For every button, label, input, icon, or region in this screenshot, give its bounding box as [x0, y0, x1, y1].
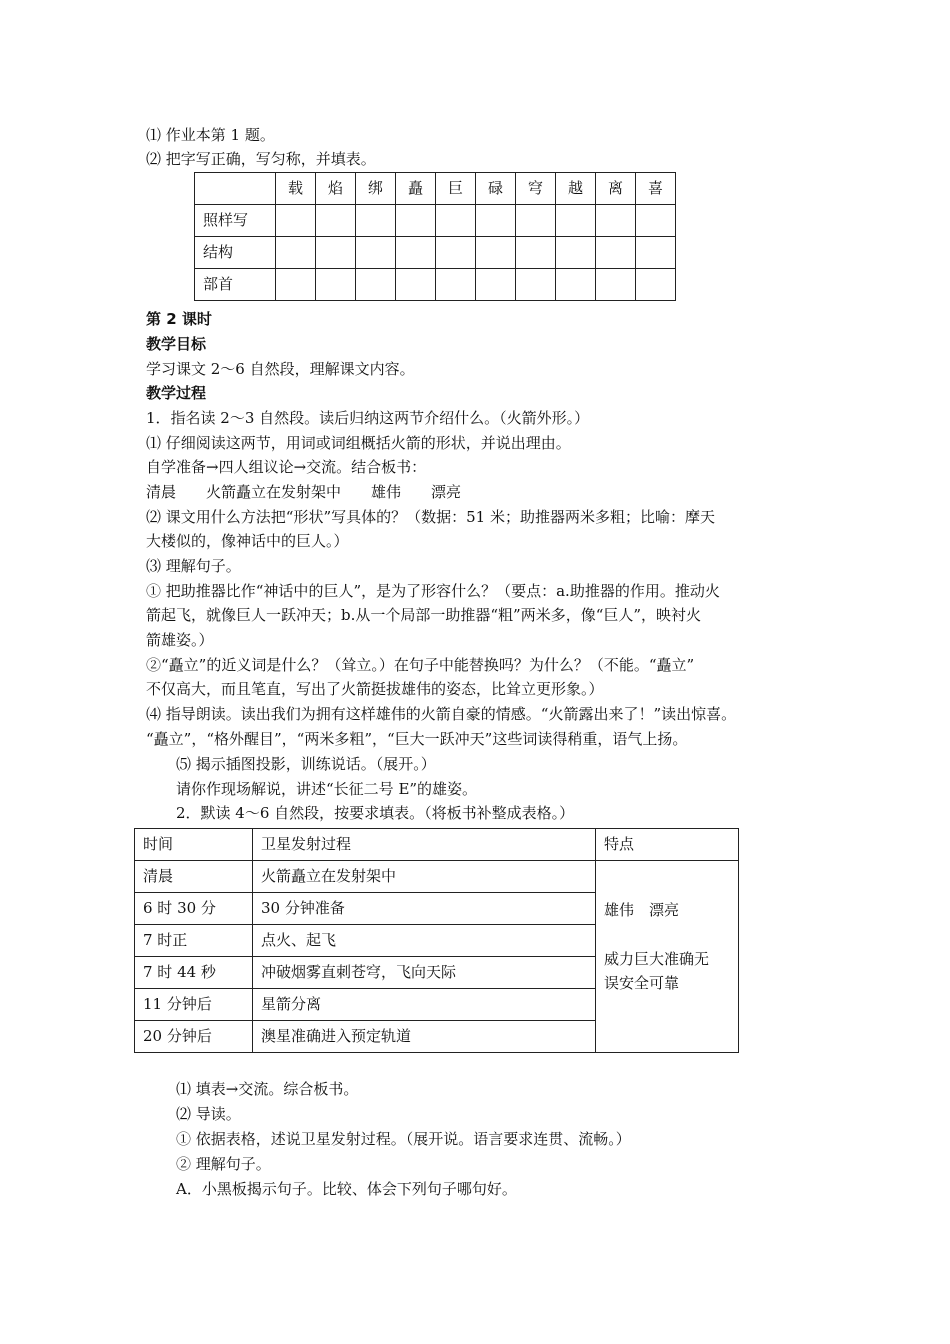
table-row-header: 结构	[195, 237, 276, 269]
feature-2b: 误安全可靠	[604, 974, 680, 992]
character-table	[194, 172, 676, 301]
table-cell: 碌	[476, 173, 516, 205]
homework-line-2: ⑵ 把字写正确，写匀称，并填表。	[146, 150, 376, 168]
bottom-line: ② 理解句子。	[176, 1155, 271, 1173]
table-cell: 澳星准确进入预定轨道	[253, 1021, 596, 1053]
body-line: ⑴ 仔细阅读这两节，用词或词组概括火箭的形状，并说出理由。	[146, 434, 571, 452]
table-row	[195, 173, 676, 205]
table-row	[195, 237, 676, 269]
bottom-line: A．小黑板揭示句子。比较、体会下列句子哪句好。	[176, 1180, 517, 1198]
homework-line-1: ⑴ 作业本第 1 题。	[146, 126, 275, 144]
bottom-line: ① 依据表格，述说卫星发射过程。（展开说。语言要求连贯、流畅。）	[176, 1130, 631, 1148]
table-cell: 巨	[436, 173, 476, 205]
lesson-title: 第 2 课时	[146, 310, 212, 328]
launch-process-table	[134, 828, 739, 1053]
table-cell: 点火、起飞	[253, 925, 596, 957]
body-line: ⑷ 指导朗读。读出我们为拥有这样雄伟的火箭自豪的情感。“火箭露出来了！”读出惊喜。	[146, 705, 737, 723]
table-header: 时间	[135, 829, 253, 861]
table-cell: 7 时正	[135, 925, 253, 957]
body-line: ⑵ 课文用什么方法把“形状”写具体的？（数据：51 米；助推器两米多粗；比喻：摩天	[146, 508, 715, 526]
table-cell: 火箭矗立在发射架中	[253, 861, 596, 893]
table-cell: 穹	[516, 173, 556, 205]
feature-2a: 威力巨大准确无	[604, 950, 710, 968]
table-row-header: 部首	[195, 269, 276, 301]
body-line: ⑸ 揭示插图投影，训练说话。（展开。）	[176, 755, 436, 773]
table-cell: 离	[596, 173, 636, 205]
body-line: 箭雄姿。）	[146, 631, 214, 649]
table-header: 特点	[596, 829, 739, 861]
table-cell: 11 分钟后	[135, 989, 253, 1021]
table-cell: 焰	[316, 173, 356, 205]
table-cell: 矗	[396, 173, 436, 205]
bottom-line: ⑴ 填表→交流。综合板书。	[176, 1080, 359, 1098]
table-cell: 20 分钟后	[135, 1021, 253, 1053]
table-cell: 冲破烟雾直刺苍穹，飞向天际	[253, 957, 596, 989]
table-cell: 喜	[636, 173, 676, 205]
bottom-line: ⑵ 导读。	[176, 1105, 241, 1123]
table-cell: 越	[556, 173, 596, 205]
body-line: ⑶ 理解句子。	[146, 557, 241, 575]
table-cell: 清晨	[135, 861, 253, 893]
body-line: 请你作现场解说，讲述“长征二号 E”的雄姿。	[176, 780, 478, 798]
table-cell: 6 时 30 分	[135, 893, 253, 925]
body-line: 不仅高大，而且笔直，写出了火箭挺拔雄伟的姿态，比耸立更形象。）	[146, 680, 604, 698]
table-cell: 载	[276, 173, 316, 205]
goal-text: 学习课文 2～6 自然段，理解课文内容。	[146, 360, 415, 378]
body-line: 2．默读 4～6 自然段，按要求填表。（将板书补整成表格。）	[176, 804, 575, 822]
table-cell: 星箭分离	[253, 989, 596, 1021]
body-line: 清晨 火箭矗立在发射架中 雄伟 漂亮	[146, 483, 462, 501]
table-row	[195, 269, 676, 301]
goal-heading: 教学目标	[146, 335, 207, 353]
feature-1: 雄伟 漂亮	[604, 901, 680, 919]
body-line: “矗立”，“格外醒目”，“两米多粗”，“巨大一跃冲天”这些词读得稍重，语气上扬。	[146, 730, 688, 748]
table-cell	[195, 173, 276, 205]
table-header: 卫星发射过程	[253, 829, 596, 861]
table-cell: 30 分钟准备	[253, 893, 596, 925]
body-line: ②“矗立”的近义词是什么？（耸立。）在句子中能替换吗？为什么？（不能。“矗立”	[146, 656, 695, 674]
body-line: 大楼似的，像神话中的巨人。）	[146, 532, 349, 550]
body-line: 1．指名读 2～3 自然段。读后归纳这两节介绍什么。（火箭外形。）	[146, 409, 590, 427]
features-cell	[596, 861, 739, 1053]
table-cell: 绑	[356, 173, 396, 205]
body-line: 箭起飞，就像巨人一跃冲天；b.从一个局部一助推器“粗”两米多，像“巨人”，映衬火	[146, 606, 702, 624]
table-row	[135, 861, 739, 893]
table-cell: 7 时 44 秒	[135, 957, 253, 989]
body-line: ① 把助推器比作“神话中的巨人”，是为了形容什么？（要点：a.助推器的作用。推动火	[146, 582, 720, 600]
table-row	[195, 205, 676, 237]
table-row-header: 照样写	[195, 205, 276, 237]
table-header-row	[135, 829, 739, 861]
process-heading: 教学过程	[146, 384, 207, 402]
body-line: 自学准备→四人组议论→交流。结合板书：	[146, 458, 427, 476]
